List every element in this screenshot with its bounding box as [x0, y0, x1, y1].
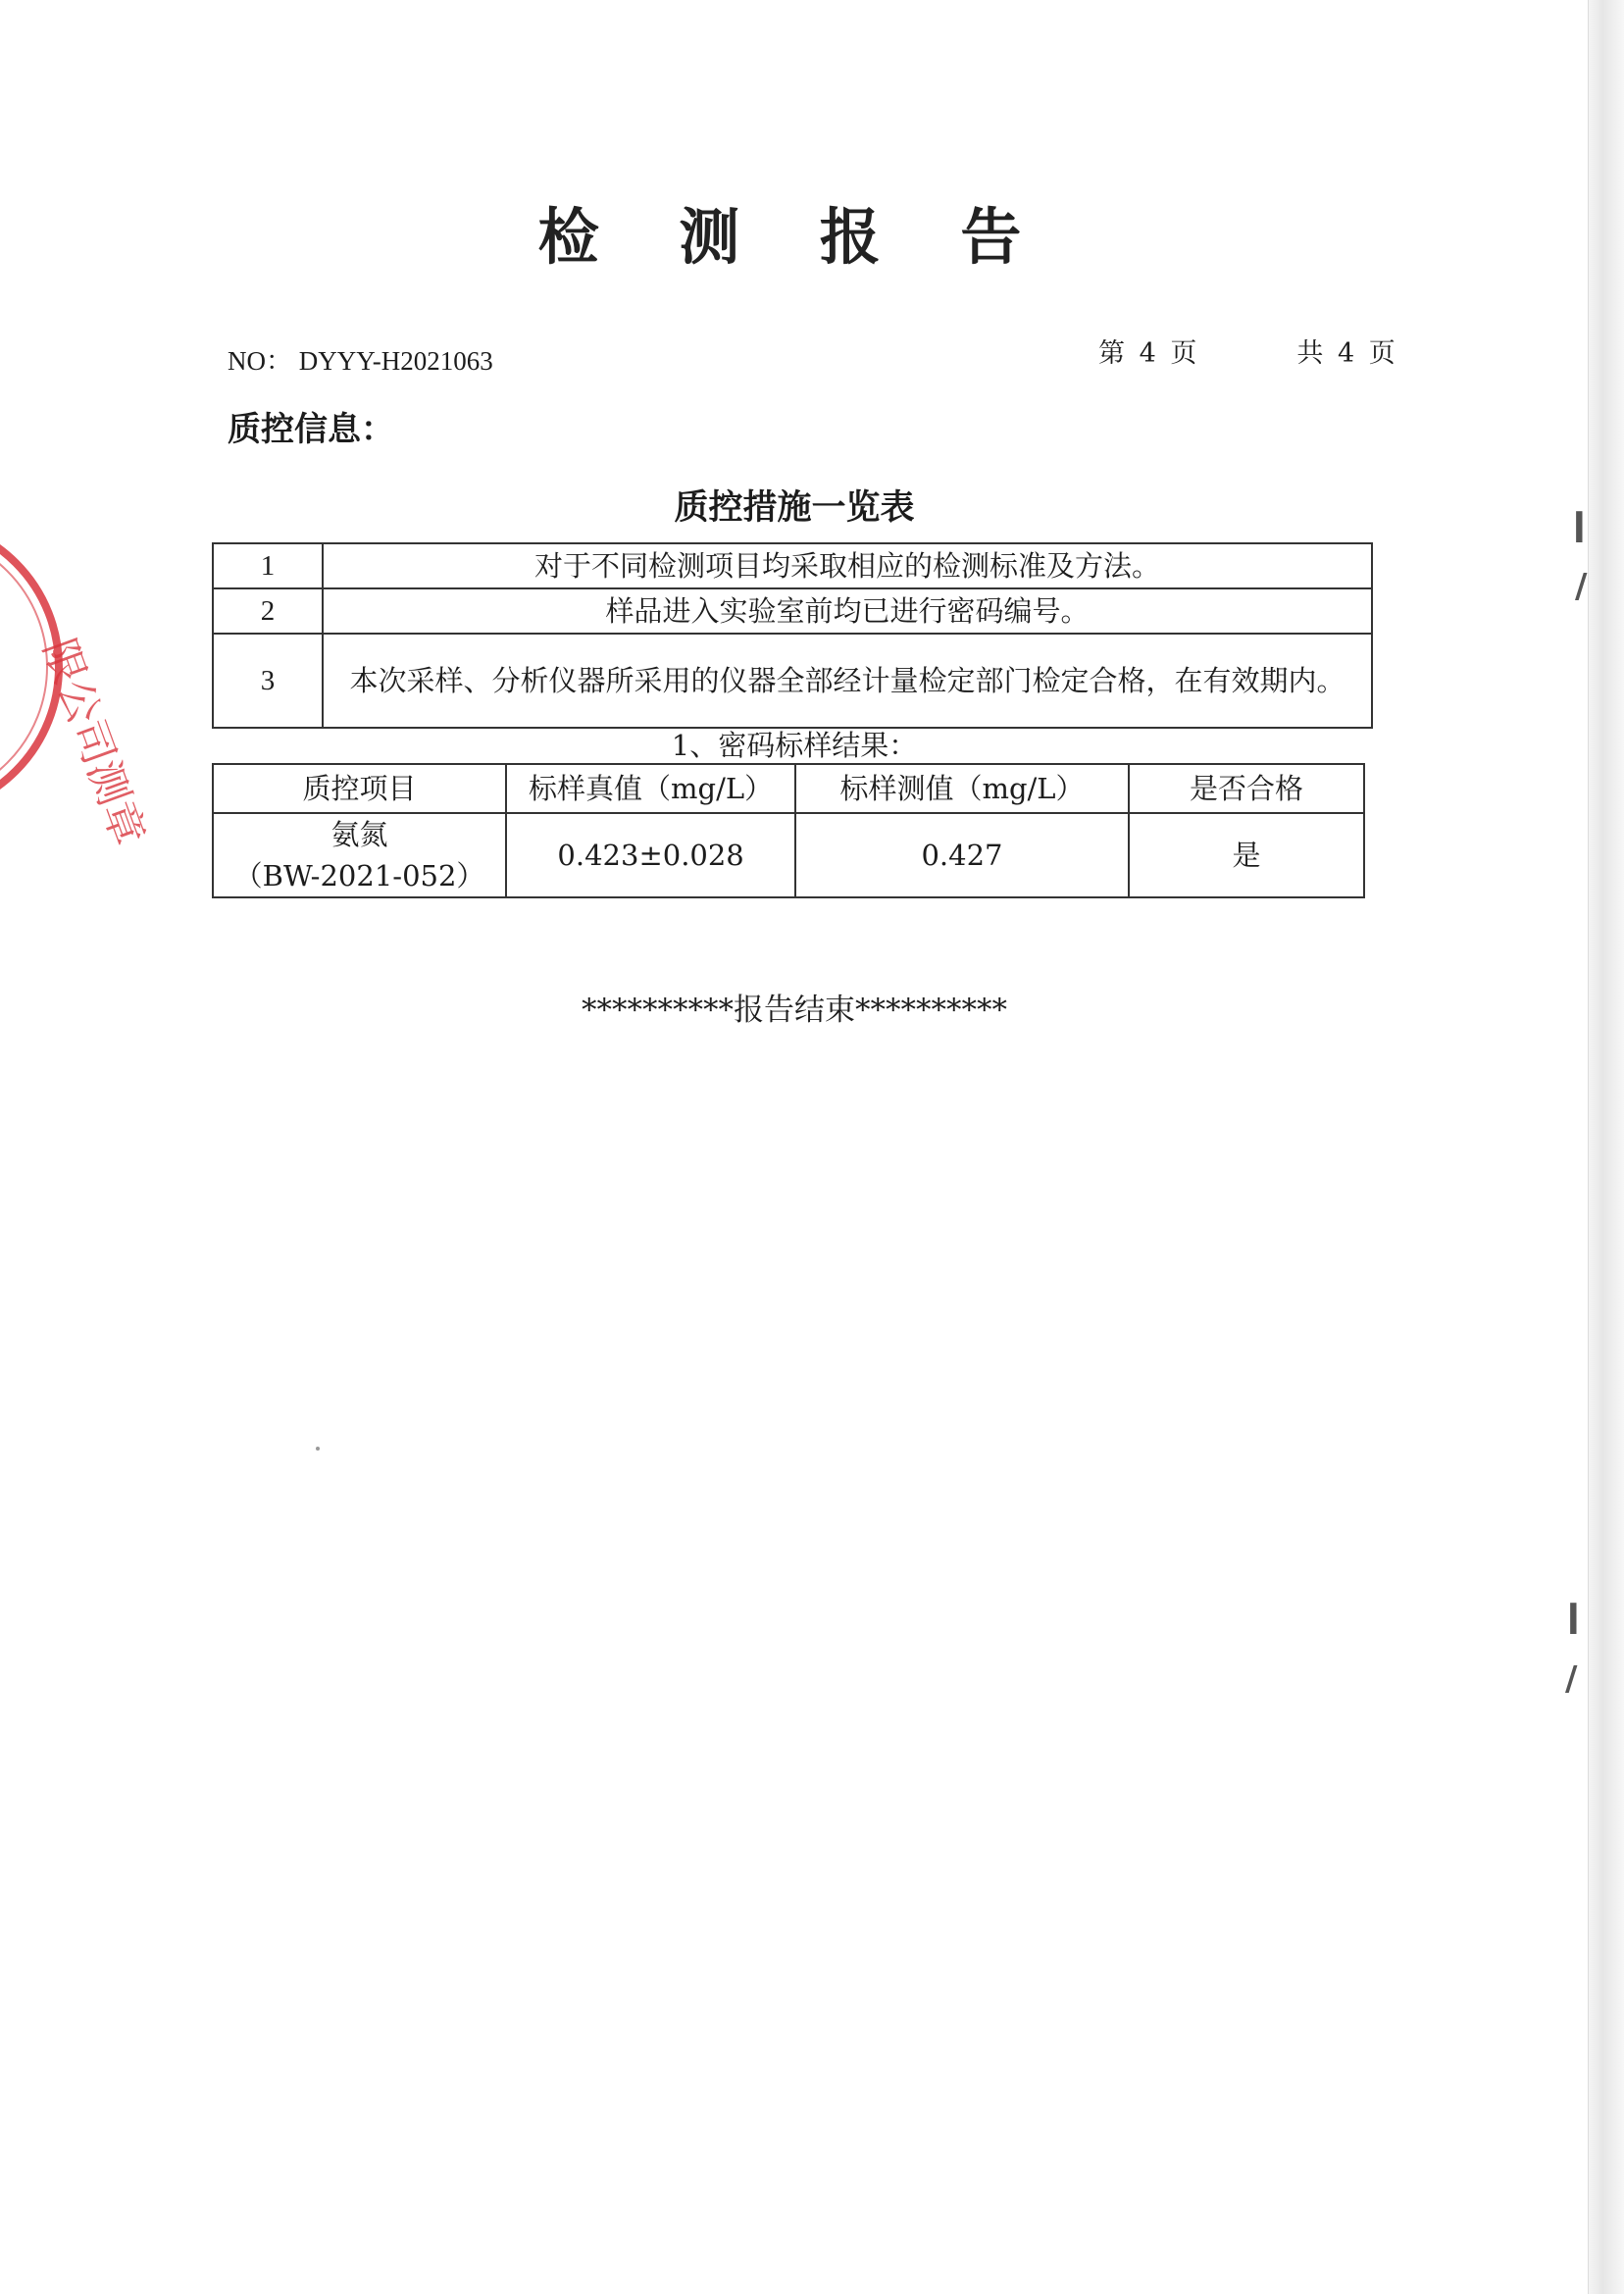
column-header: 标样真值（mg/L） [506, 764, 795, 813]
measure-text: 样品进入实验室前均已进行密码编号。 [323, 588, 1372, 634]
document-title: 检 测 报 告 [537, 201, 1051, 273]
svg-text:限公司测章: 限公司测章 [32, 632, 154, 852]
measure-number: 2 [213, 588, 323, 634]
column-header: 质控项目 [213, 764, 506, 813]
column-header: 标样测值（mg/L） [795, 764, 1129, 813]
measures-table-caption: 质控措施一览表 [674, 488, 915, 528]
measure-number: 1 [213, 543, 323, 588]
binding-mark-icon: / [1565, 1659, 1578, 1699]
pass-cell: 是 [1129, 813, 1364, 897]
measured-value-cell: 0.427 [795, 813, 1129, 897]
table-row [213, 588, 1372, 634]
page-total: 共 4 页 [1296, 338, 1396, 369]
report-number: NO： DYYY-H2021063 [228, 346, 493, 376]
column-header: 是否合格 [1129, 764, 1364, 813]
company-seal-icon [0, 510, 154, 852]
measure-text: 对于不同检测项目均采取相应的检测标准及方法。 [323, 543, 1372, 588]
binding-mark-icon: ǀ [1573, 505, 1586, 544]
table-row [213, 543, 1372, 588]
binding-mark-icon: / [1575, 567, 1588, 606]
scan-page-edge [1588, 0, 1624, 2294]
binding-mark-icon: ǀ [1567, 1597, 1580, 1636]
page-current: 第 4 页 [1098, 338, 1197, 369]
true-value-cell: 0.423±0.028 [506, 813, 795, 897]
table-row [213, 813, 1364, 897]
page-indicator [1098, 331, 1396, 370]
qc-measures-table [212, 542, 1373, 729]
qc-item-cell [213, 813, 506, 897]
scan-speck [316, 1447, 320, 1451]
qc-results-table [212, 763, 1365, 898]
measure-text: 本次采样、分析仪器所采用的仪器全部经计量检定部门检定合格，在有效期内。 [323, 634, 1372, 728]
qc-item-name: 氨氮 [330, 818, 388, 851]
measure-number: 3 [213, 634, 323, 728]
qc-item-code: （BW-2021-052） [233, 859, 485, 892]
table-header-row [213, 764, 1364, 813]
table-row [213, 634, 1372, 728]
report-end-marker: **********报告结束********** [582, 993, 1007, 1028]
section-heading: 质控信息： [228, 410, 394, 449]
results-caption: 1、密码标样结果： [671, 729, 918, 762]
